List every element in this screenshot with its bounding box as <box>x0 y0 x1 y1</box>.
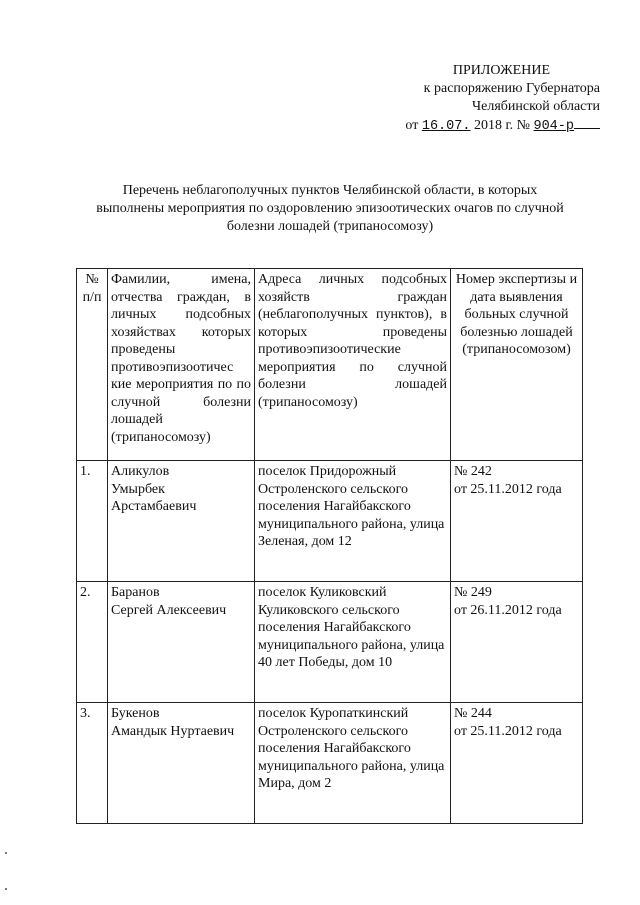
header-addresses: Адреса личных подсобных хозяйств граждан (неблагополучных пунктов), в которых проведены противоэпизоотические мероприятия по случной болезни лошадей (трипаносомозу) <box>255 269 451 461</box>
row-number: 1. <box>77 461 108 582</box>
expertise-number: № 242 <box>454 464 492 479</box>
table-row <box>77 461 583 582</box>
title-line-3: болезни лошадей (трипаносомозу) <box>226 219 434 234</box>
row-number: 2. <box>77 582 108 703</box>
row-name <box>108 703 255 824</box>
table-row <box>77 703 583 824</box>
date-year: 2018 г. <box>473 118 514 133</box>
name-part: Баранов <box>111 585 160 600</box>
title-line-2: выполнены мероприятия по оздоровлению эпизоотических очагов по случной <box>96 201 564 216</box>
header-number: № п/п <box>77 269 108 461</box>
row-name <box>108 582 255 703</box>
row-expertise <box>451 461 583 582</box>
date-prefix: от <box>405 118 419 133</box>
appendix-date-line <box>360 116 600 136</box>
header-names: Фамилии, имена, отчества граждан, в личных подсобных хозяйствах которых проведены противоэпизоотичес кие мероприятия по по случной болезни лошадей (трипаносомозу) <box>108 269 255 461</box>
expertise-number: № 249 <box>454 585 492 600</box>
title-line-1: Перечень неблагополучных пунктов Челябинской области, в которых <box>122 183 538 198</box>
row-expertise <box>451 582 583 703</box>
expertise-date: от 25.11.2012 года <box>454 723 562 739</box>
appendix-heading: ПРИЛОЖЕНИЕ <box>452 63 550 78</box>
name-part: Сергей Алексеевич <box>111 602 227 618</box>
header-expertise: Номер экспертизы и дата выявления больных случной болезнью лошадей (трипаносомозом) <box>451 269 583 461</box>
row-address: поселок Куликовский Куликовского сельского поселения Нагайбакского муниципального района, улица 40 лет Победы, дом 10 <box>255 582 451 703</box>
name-part: Амандык Нуртаевич <box>111 723 235 739</box>
appendix-line-2: Челябинской области <box>472 99 600 114</box>
document-title <box>60 182 600 236</box>
expertise-date: от 25.11.2012 года <box>454 481 562 497</box>
table-row <box>77 582 583 703</box>
scan-speck <box>5 888 7 890</box>
row-expertise <box>451 703 583 824</box>
outbreak-table <box>76 268 583 824</box>
date-value: 16.07. <box>421 119 471 134</box>
row-name <box>108 461 255 582</box>
appendix-block <box>360 62 600 136</box>
number-underline <box>574 116 600 129</box>
table-header-row <box>77 269 583 461</box>
order-number: 904-р <box>533 119 574 134</box>
row-address: поселок Придорожный Остроленского сельского поселения Нагайбакского муниципального района, улица Зеленая, дом 12 <box>255 461 451 582</box>
number-sign: № <box>516 118 530 133</box>
appendix-line-1: к распоряжению Губернатора <box>423 81 600 96</box>
row-number: 3. <box>77 703 108 824</box>
name-part: Арстамбаевич <box>111 499 197 514</box>
expertise-date: от 26.11.2012 года <box>454 602 562 618</box>
name-part: Букенов <box>111 706 160 721</box>
name-part: Умырбек <box>111 481 165 497</box>
expertise-number: № 244 <box>454 706 492 721</box>
name-part: Аликулов <box>111 464 170 479</box>
scan-speck <box>5 852 7 854</box>
row-address: поселок Куропаткинский Остроленского сельского поселения Нагайбакского муниципального района, улица Мира, дом 2 <box>255 703 451 824</box>
